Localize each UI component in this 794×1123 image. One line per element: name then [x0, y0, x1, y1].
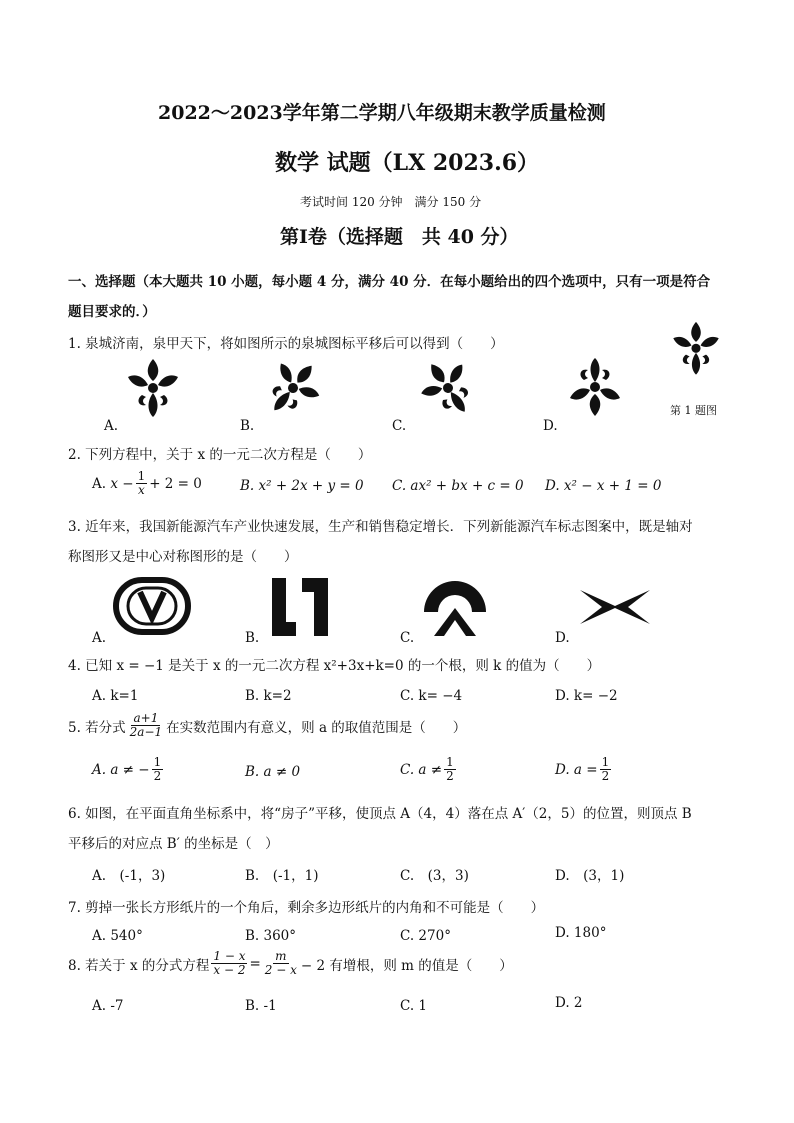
q6-option-a[interactable]: A. (-1，3) [92, 868, 166, 884]
q8-num1: 1 − x [213, 949, 246, 963]
q8-fraction-1 [211, 950, 247, 977]
q1-option-c-emblem [415, 355, 481, 421]
q3-option-c[interactable]: C. [400, 630, 415, 646]
q2-option-b[interactable]: B. x² + 2x + y = 0 [240, 478, 364, 494]
q5-post: 在实数范围内有意义，则 a 的取值范围是（ ） [166, 719, 467, 736]
q2-a-fraction [136, 470, 148, 497]
q1-option-b[interactable]: B. [240, 418, 255, 434]
q5-c-num: 1 [446, 755, 454, 769]
q4-option-b[interactable]: B. k=2 [245, 688, 292, 704]
q4-option-c[interactable]: C. k= −4 [400, 688, 463, 704]
section-instructions-2: 题目要求的．） [68, 304, 156, 320]
exam-title: 2022～2023学年第二学期八年级期末教学质量检测 [158, 102, 606, 124]
q8-den2: 2 − x [264, 963, 297, 977]
q3-option-a-logo [112, 576, 192, 636]
q5-d-pre: D. a = [555, 761, 598, 778]
q8-num2: m [275, 949, 287, 963]
q5-num: a+1 [133, 711, 159, 725]
q5-c-pre: C. a ≠ [400, 761, 443, 778]
q5-option-b[interactable]: B. a ≠ 0 [245, 764, 301, 780]
q3-option-b[interactable]: B. [245, 630, 260, 646]
q8-option-b[interactable]: B. -1 [245, 998, 277, 1014]
q5-a-num: 1 [153, 755, 162, 769]
q1-option-c[interactable]: C. [392, 418, 407, 434]
q5-pre: 5. 若分式 [68, 719, 126, 736]
q3-option-d-logo [578, 586, 652, 628]
q8-option-c[interactable]: C. 1 [400, 998, 428, 1014]
q8-option-d[interactable]: D. 2 [555, 995, 583, 1011]
q1-option-d-emblem [562, 350, 628, 422]
q2-option-d[interactable]: D. x² − x + 1 = 0 [545, 478, 662, 494]
q5-a-den: 2 [153, 769, 162, 783]
section-instructions: 一、选择题（本大题共 10 小题，每小题 4 分，满分 40 分．在每小题给出的四个选项中，只有一项是符合 [68, 274, 711, 290]
q5-fraction [128, 712, 164, 739]
exam-info: 考试时间 120 分钟 满分 150 分 [300, 195, 482, 209]
subject-title: 数学 试题（LX 2023.6） [275, 150, 540, 176]
q5-a-fraction [152, 756, 164, 783]
q5-option-d[interactable] [555, 756, 613, 783]
q5-option-c[interactable] [400, 756, 458, 783]
q4-option-a[interactable]: A. k=1 [92, 688, 139, 704]
q2-a-pre: x − [110, 475, 134, 492]
question-7-stem: 7. 剪掉一张长方形纸片的一个角后，剩余多边形纸片的内角和不可能是（ ） [68, 900, 545, 916]
q2-a-num: 1 [137, 469, 146, 483]
q5-d-fraction [600, 756, 612, 783]
q5-d-den: 2 [601, 769, 610, 783]
q3-option-c-logo [418, 578, 492, 640]
q1-figure-caption: 第 1 题图 [670, 404, 717, 417]
q8-pre: 8. 若关于 x 的分式方程 [68, 957, 210, 974]
q7-option-d[interactable]: D. 180° [555, 925, 607, 941]
q1-option-b-emblem [260, 355, 326, 421]
q1-reference-emblem [666, 318, 726, 384]
q5-option-a[interactable] [92, 756, 165, 783]
q1-option-a-emblem [120, 355, 186, 421]
q2-option-a[interactable] [92, 470, 202, 497]
question-4-stem: 4. 已知 x = −1 是关于 x 的一元二次方程 x²+3x+k=0 的一个根，则 k 的值为（ ） [68, 658, 601, 674]
q7-option-a[interactable]: A. 540° [92, 928, 143, 944]
q1-option-d[interactable]: D. [543, 418, 558, 434]
q6-option-b[interactable]: B. (-1，1) [245, 868, 319, 884]
question-6-stem-2: 平移后的对应点 B′ 的坐标是（ ） [68, 836, 279, 852]
question-1-stem: 1. 泉城济南，泉甲天下，将如图所示的泉城图标平移后可以得到（ ） [68, 336, 504, 352]
q7-option-b[interactable]: B. 360° [245, 928, 297, 944]
q8-option-a[interactable]: A. -7 [92, 998, 124, 1014]
q3-option-d[interactable]: D. [555, 630, 570, 646]
q6-option-d[interactable]: D. (3，1) [555, 868, 625, 884]
q6-option-c[interactable]: C. (3，3) [400, 868, 469, 884]
q2-a-den: x [137, 483, 145, 497]
part-title: 第Ⅰ卷（选择题 共 40 分） [280, 226, 519, 248]
question-3-stem-1: 3. 近年来，我国新能源汽车产业快速发展，生产和销售稳定增长．下列新能源汽车标志图案中，既是轴对 [68, 519, 693, 535]
q8-post: − 2 有增根，则 m 的值是（ ） [300, 957, 513, 974]
question-8-stem [68, 950, 513, 977]
q5-c-den: 2 [446, 769, 454, 783]
question-2-stem: 2. 下列方程中，关于 x 的一元二次方程是（ ） [68, 447, 372, 463]
q3-option-b-logo [268, 574, 332, 640]
q1-option-a[interactable]: A. [104, 418, 119, 434]
q5-den: 2a−1 [129, 725, 163, 739]
q4-option-d[interactable]: D. k= −2 [555, 688, 618, 704]
q3-option-a[interactable]: A. [92, 630, 107, 646]
q2-a-post: + 2 = 0 [149, 475, 202, 492]
question-6-stem-1: 6. 如图，在平面直角坐标系中，将“房子”平移，使顶点 A（4，4）落在点 A′（2，5）的位置，则顶点 B [68, 806, 692, 822]
q2-a-label: A. [92, 475, 107, 492]
q2-option-c[interactable]: C. ax² + bx + c = 0 [392, 478, 524, 494]
q8-eq: = [249, 955, 261, 972]
q5-c-fraction [444, 756, 456, 783]
q7-option-c[interactable]: C. 270° [400, 928, 451, 944]
q5-a-pre: A. a ≠ − [92, 761, 150, 778]
question-3-stem-2: 称图形又是中心对称图形的是（ ） [68, 549, 298, 565]
q8-fraction-2 [263, 950, 299, 977]
question-5-stem [68, 712, 466, 739]
q8-den1: x − 2 [213, 963, 246, 977]
q5-d-num: 1 [601, 755, 610, 769]
